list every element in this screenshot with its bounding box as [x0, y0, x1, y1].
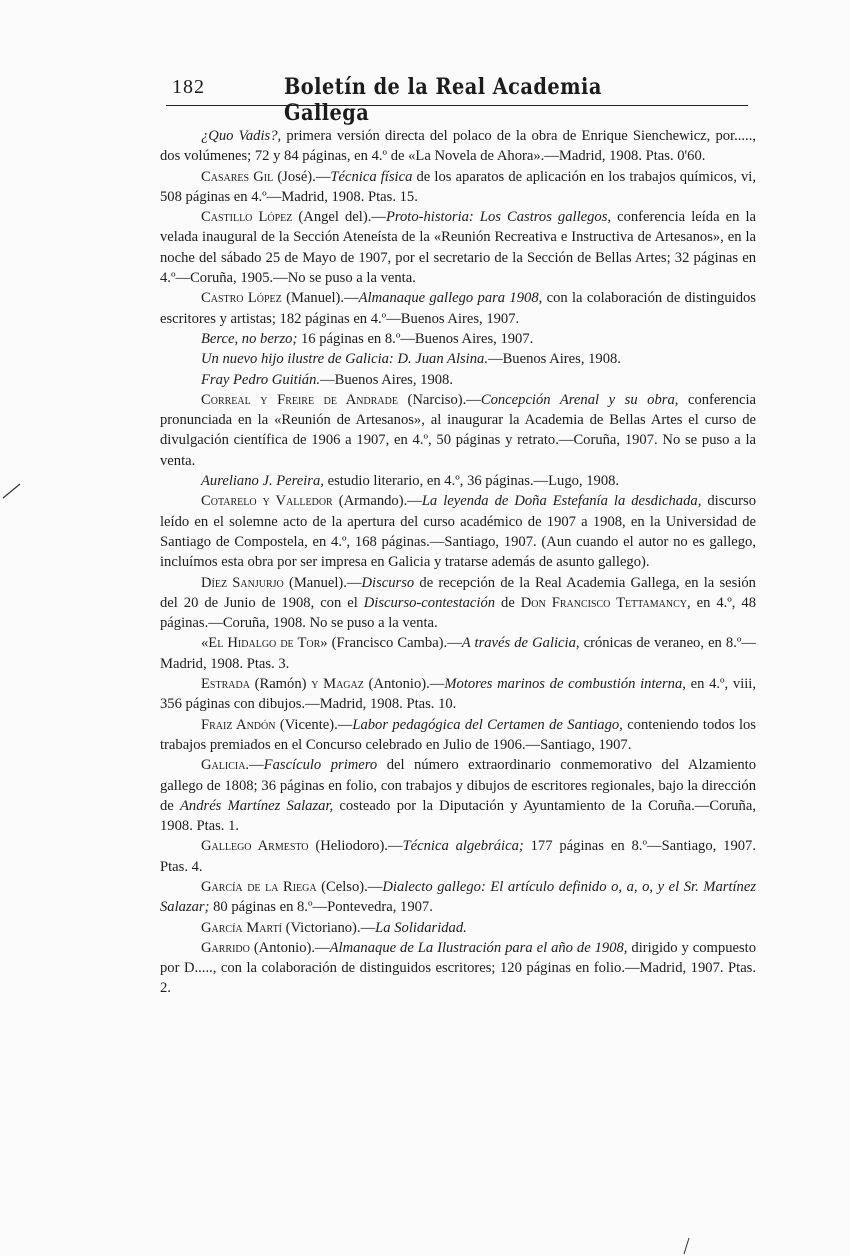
list-item: García Martí (Victoriano).—La Solidaridad.	[201, 919, 467, 936]
page-header	[160, 74, 750, 126]
margin-pen-stroke	[0, 478, 24, 502]
list-item: Fray Pedro Guitián.—Buenos Aires, 1908.	[201, 371, 453, 388]
list-item: Díez Sanjurjo (Manuel).—Discurso de recepción de la Real Academia Gallega, en la sesión del 20 de Junio de 1908, con el Discurso-contestación de Don Francisco Tettamancy, en 4.º, 48 páginas.—Coruña, 1908. No se puso a la venta.	[160, 574, 756, 632]
corner-pen-stroke	[680, 1236, 692, 1256]
bibliography-list	[160, 126, 756, 999]
list-item: García de la Riega (Celso).—Dialecto gallego: El artículo definido o, a, o, y el Sr. Martínez Salazar; 80 páginas en 8.º—Pontevedra, 1907.	[160, 878, 757, 916]
list-item: ¿Quo Vadis?, primera versión directa del polaco de la obra de Enrique Sienchewicz, por....., dos volúmenes; 72 y 84 páginas, en 4.º de «La Novela de Ahora».—Madrid, 1908. Ptas. 0'60.	[160, 128, 756, 165]
header-rule	[166, 105, 748, 106]
running-title: Boletín de la Real Academia Gallega	[284, 74, 602, 126]
list-item: Castro López (Manuel).—Almanaque gallego para 1908, con la colaboración de distinguidos escritores y artistas; 182 páginas en 4.º—Buenos Aires, 1907.	[160, 290, 756, 327]
list-item: Correal y Freire de Andrade (Narciso).—Concepción Arenal y su obra, conferencia pronunciada en la «Reunión de Artesanos», al inaugurar la Academia de Bellas Artes el curso de divulgación científica de 1906 a 1907, en 4.º, 50 páginas y retrato.—Coruña, 1907. No se puso a la venta.	[160, 391, 757, 469]
list-item: Un nuevo hijo ilustre de Galicia: D. Juan Alsina.—Buenos Aires, 1908.	[201, 351, 621, 368]
list-item: Berce, no berzo; 16 páginas en 8.º—Buenos Aires, 1907.	[201, 330, 534, 347]
list-item: Garrido (Antonio).—Almanaque de La Ilustración para el año de 1908, dirigido y compuesto por D....., con la colaboración de distinguidos escritores; 120 páginas en folio.—Madrid, 1907. Ptas. 2.	[160, 939, 757, 997]
list-item: Gallego Armesto (Heliodoro).—Técnica algebráica; 177 páginas en 8.º—Santiago, 1907. Ptas. 4.	[160, 838, 757, 875]
page-number: 182	[172, 76, 205, 98]
list-item: «El Hidalgo de Tor» (Francisco Camba).—A través de Galicia, crónicas de veraneo, en 8.º—Madrid, 1908. Ptas. 3.	[160, 635, 756, 672]
list-item: Castillo López (Angel del).—Proto-historia: Los Castros gallegos, conferencia leída en la velada inaugural de la Sección Ateneísta de la «Reunión Recreativa e Instructiva de Artesanos», en la noche del sábado 25 de Mayo de 1907, por el secretario de la Sección de Bellas Artes; 32 páginas en 4.º—Coruña, 1905.—No se puso a la venta.	[160, 209, 756, 287]
list-item: Aureliano J. Pereira, estudio literario, en 4.º, 36 páginas.—Lugo, 1908.	[201, 473, 620, 490]
list-item: Galicia.—Fascículo primero del número extraordinario conmemorativo del Alzamiento gallego de 1808; 36 páginas en folio, con trabajos y dibujos de escritores regionales, bajo la dirección de Andrés Martínez Salazar, costeado por la Diputación y Ayuntamiento de la Coruña.—Coruña, 1908. Ptas. 1.	[160, 757, 756, 835]
list-item: Estrada (Ramón) y Magaz (Antonio).—Motores marinos de combustión interna, en 4.º, viii, 356 páginas con dibujos.—Madrid, 1908. Ptas. 10.	[160, 676, 757, 713]
list-item: Casares Gil (José).—Técnica física de los aparatos de aplicación en los trabajos químicos, vi, 508 páginas en 4.º—Madrid, 1908. Ptas. 15.	[160, 168, 756, 205]
list-item: Fraiz Andón (Vicente).—Labor pedagógica del Certamen de Santiago, conteniendo todos los trabajos premiados en el Concurso celebrado en Julio de 1906.—Santiago, 1907.	[160, 716, 756, 753]
list-item: Cotarelo y Valledor (Armando).—La leyenda de Doña Estefanía la desdichada, discurso leído en el solemne acto de la apertura del curso académico de 1907 a 1908, en la Universidad de Santiago de Compostela, en 4.º, 168 páginas.—Santiago, 1907. (Aun cuando el autor no es gallego, incluímos esta obra por ser impresa en Galicia y tratarse además de asunto gallego).	[160, 493, 756, 571]
